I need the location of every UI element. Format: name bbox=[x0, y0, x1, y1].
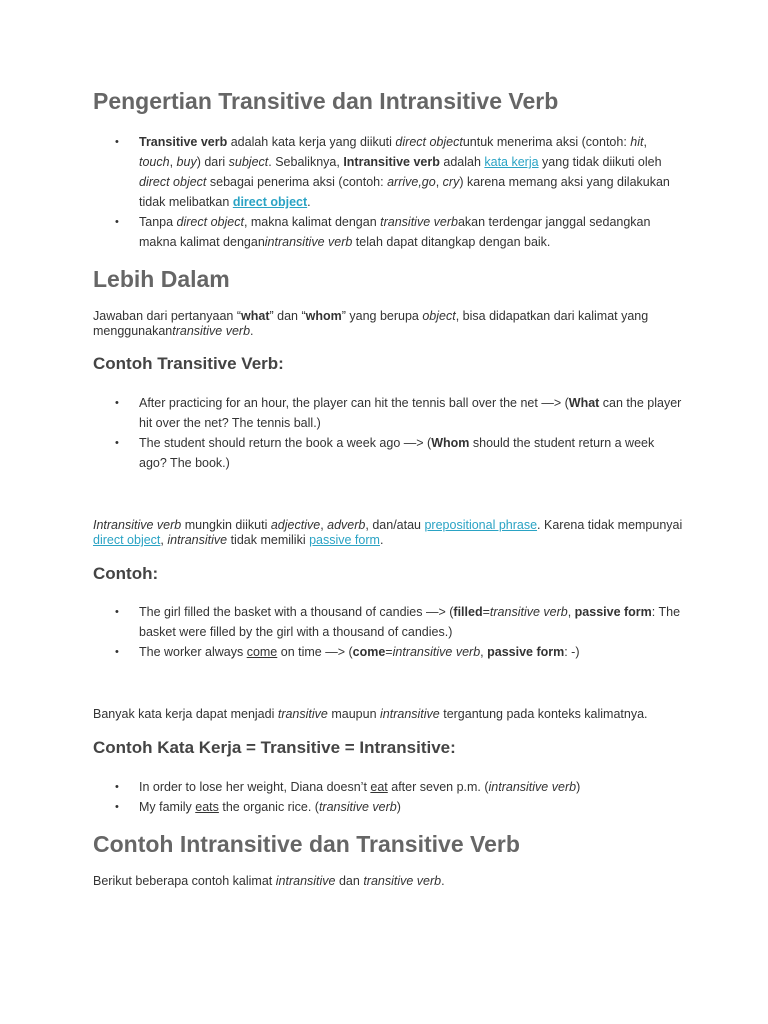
subheading-contoh-kata-kerja: Contoh Kata Kerja = Transitive = Intransitive: bbox=[93, 738, 456, 757]
list-item: • My family eats the organic rice. (transitive verb) bbox=[93, 797, 683, 817]
paragraph: Banyak kata kerja dapat menjadi transitive maupun intransitive tergantung pada konteks kalimatnya. bbox=[93, 707, 648, 721]
paragraph: Jawaban dari pertanyaan “what” dan “whom” yang berupa object, bisa didapatkan dari kalimat yang menggunakantransitive verb. bbox=[93, 309, 649, 338]
list-item: • Tanpa direct object, makna kalimat dengan transitive verbakan terdengar janggal sedangkan makna kalimat denganintransitive verb telah dapat ditangkap dengan baik. bbox=[93, 212, 683, 252]
paragraph: Intransitive verb mungkin diikuti adjective, adverb, dan/atau prepositional phrase. Karena tidak mempunyai direct object, intransitive tidak memiliki passive form. bbox=[93, 518, 683, 547]
paragraph: Berikut beberapa contoh kalimat intransitive dan transitive verb. bbox=[93, 874, 445, 888]
kata-kerja-list bbox=[93, 777, 683, 817]
subheading-contoh-transitive: Contoh Transitive Verb: bbox=[93, 354, 284, 373]
contoh-list bbox=[93, 602, 683, 662]
page-title: Pengertian Transitive dan Intransitive Verb bbox=[93, 88, 559, 114]
link-direct-object-2[interactable]: direct object bbox=[93, 533, 161, 547]
intro-list bbox=[93, 132, 683, 252]
list-item: • The student should return the book a week ago —> (Whom should the student return a week ago? The book.) bbox=[93, 433, 683, 473]
list-item: • Transitive verb adalah kata kerja yang diikuti direct objectuntuk menerima aksi (contoh: hit, touch, buy) dari subject. Sebaliknya, Intransitive verb adalah kata kerja yang tidak diikuti oleh direct object sebagai penerima aksi (contoh: arrive,go, cry) karena memang aksi yang dilakukan tidak melibatkan direct object. bbox=[93, 132, 683, 212]
link-passive-form[interactable]: passive form bbox=[309, 533, 380, 547]
link-direct-object[interactable]: direct object bbox=[232, 195, 308, 209]
transitive-examples-list bbox=[93, 393, 683, 473]
list-item: • The worker always come on time —> (come=intransitive verb, passive form: -) bbox=[93, 642, 683, 662]
link-kata-kerja[interactable]: kata kerja bbox=[484, 155, 539, 169]
link-prepositional-phrase[interactable]: prepositional phrase bbox=[424, 518, 538, 532]
list-item: • The girl filled the basket with a thousand of candies —> (filled=transitive verb, passive form: The basket were filled by the girl with a thousand of candies.) bbox=[93, 602, 683, 642]
subheading-contoh: Contoh: bbox=[93, 564, 159, 583]
list-item: • After practicing for an hour, the player can hit the tennis ball over the net —> (What can the player hit over the net? The tennis ball.) bbox=[93, 393, 683, 433]
section-heading-contoh-intransitive: Contoh Intransitive dan Transitive Verb bbox=[93, 831, 520, 857]
list-item: • In order to lose her weight, Diana doesn’t eat after seven p.m. (intransitive verb) bbox=[93, 777, 683, 797]
section-heading-lebih-dalam: Lebih Dalam bbox=[93, 266, 230, 292]
